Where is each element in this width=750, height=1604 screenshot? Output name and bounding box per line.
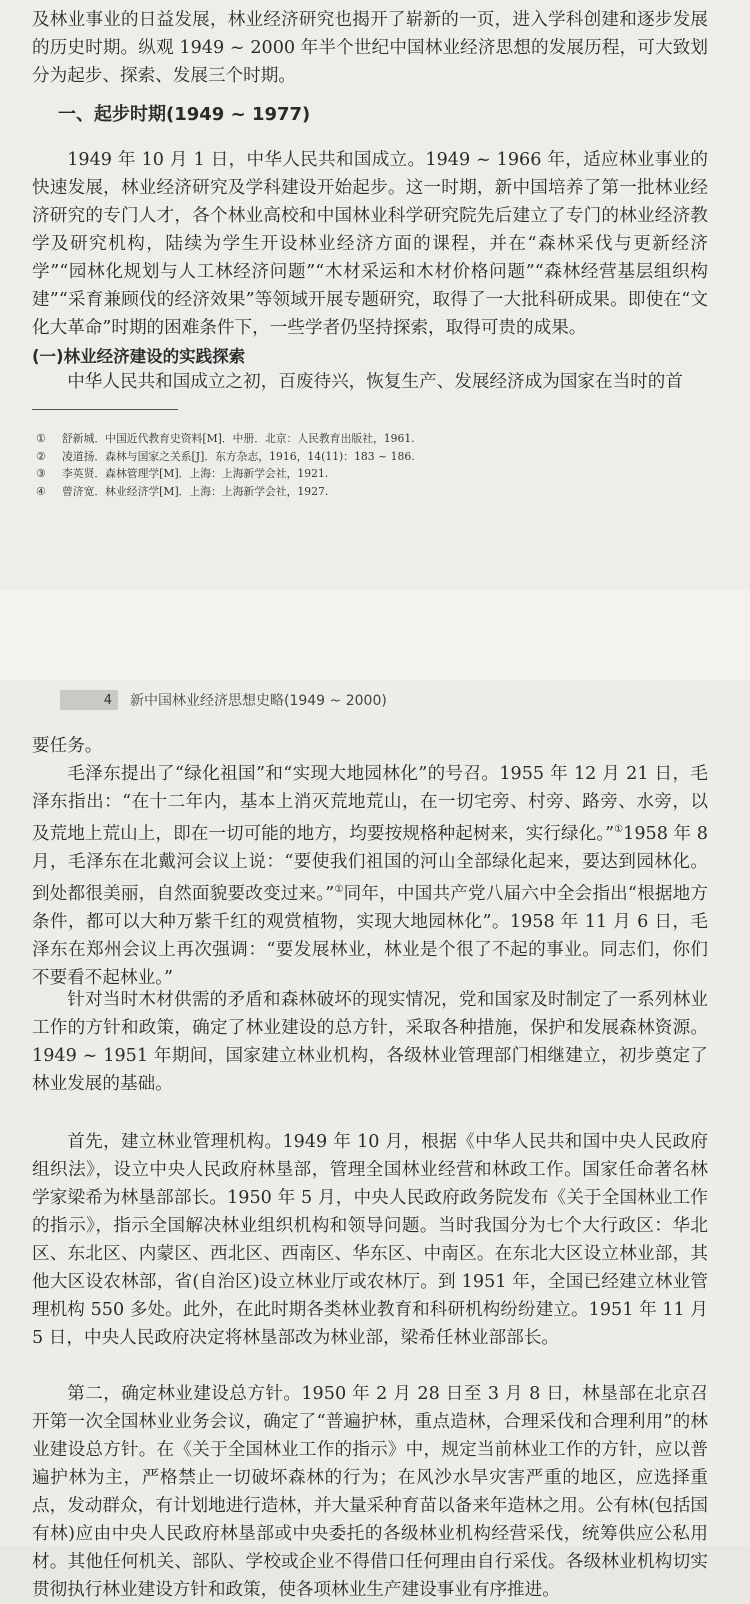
continuation-text: 要任务。 — [32, 736, 103, 756]
paragraph-policy: 针对当时木材供需的矛盾和森林破坏的现实情况，党和国家及时制定了一系列林业工作的方针和政策，确定了林业建设的总方针，采取各种措施，保护和发展森林资源。1949 ~ 1951 年期间，国家建立林业机构，各级林业管理部门相继建立，初步奠定了林业发展的基础。 — [32, 990, 708, 1094]
page-lower — [0, 680, 750, 1600]
paragraph-founding: 1949 年 10 月 1 日，中华人民共和国成立。1949 ~ 1966 年，适应林业事业的快速发展，林业经济研究及学科建设开始起步。这一时期，新中国培养了第一批林业经济研究的专门人才，各个林业高校和中国林业科学研究院先后建立了专门的林业经济教学及研究机构，陆续为学生开设林业经济方面的课程，并在“森林采伐与更新经济学”“园林化规划与人工林经济问题”“木材采运和木材价格问题”“森林经营基层组织构建”“采育兼顾伐的经济效果”等领域开展专题研究，取得了一大批科研成果。即使在“文化大革命”时期的困难条件下，一些学者仍坚持探索，取得可贵的成果。 — [32, 150, 708, 338]
paragraph-institutions: 首先，建立林业管理机构。1949 年 10 月，根据《中华人民共和国中央人民政府组织法》，设立中央人民政府林垦部，管理全国林业经营和林政工作。国家任命著名林学家梁希为林垦部部长。1950 年 5 月，中央人民政府政务院发布《关于全国林业工作的指示》，指示全国解决林业组织机构和领导问题。当时我国分为七个大行政区：华北区、东北区、内蒙区、西北区、西南区、华东区、中南区。在东北大区设立林业部，其他大区设农林部，省(自治区)设立林业厅或农林厅。到 1951 年，全国已经建立林业管理机构 550 多处。此外，在此时期各类林业教育和科研机构纷纷建立。1951 年 11 月 5 日，中央人民政府决定将林垦部改为林业部，梁希任林业部部长。 — [32, 1132, 708, 1348]
footnote-item: ④ 曾济宽．林业经济学[M]．上海：上海新学会社，1927. — [36, 484, 329, 498]
running-header — [60, 688, 387, 712]
intro-paragraph: 及林业事业的日益发展，林业经济研究也揭开了崭新的一页，进入学科创建和逐步发展的历史时期。纵观 1949 ~ 2000 年半个世纪中国林业经济思想的发展历程，可大致划分为起步、探索、发展三个时期。 — [32, 10, 708, 86]
footnote-item: ② 凌道扬．森林与国家之关系[J]．东方杂志，1916，14(11)：183 ~ 186. — [36, 449, 415, 463]
running-title: 新中国林业经济思想史略(1949 ~ 2000) — [130, 693, 387, 709]
page-upper — [0, 0, 750, 590]
footnote-divider — [32, 409, 178, 410]
paragraph-mao-greening: 毛泽东提出了“绿化祖国”和“实现大地园林化”的号召。1955 年 12 月 21 日，毛泽东指出：“在十二年内，基本上消灭荒地荒山，在一切宅旁、村旁、路旁、水旁，以及荒地上荒山上，即在一切可能的地方，均要按规格种起树来，实行绿化。”①1958 年 8 月，毛泽东在北戴河会议上说：“要使我们祖国的河山全部绿化起来，要达到园林化。到处都很美丽，自然面貌要改变过来。”①同年，中国共产党八届六中全会指出“根据地方条件，都可以大种万紫千红的观赏植物，实现大地园林化”。1958 年 11 月 6 日，毛泽东在郑州会议上再次强调：“要发展林业，林业是个很了不起的事业。同志们，你们不要看不起林业。” — [32, 764, 709, 988]
footnote-item: ③ 李英贤．森林管理学[M]．上海：上海新学会社，1921. — [36, 467, 329, 480]
section-heading: 一、起步时期(1949 ~ 1977) — [58, 104, 311, 125]
paragraph-guideline: 第二，确定林业建设总方针。1950 年 2 月 28 日至 3 月 8 日，林垦部在北京召开第一次全国林业业务会议，确定了“普遍护林，重点造林，合理采伐和合理利用”的林业建设总方针。在《关于全国林业工作的指示》中，规定当前林业工作的方针，应以普遍护林为主，严格禁止一切破坏森林的行为；在风沙水旱灾害严重的地区，应选择重点，发动群众，有计划地进行造林，并大量采种育苗以备来年造林之用。公有林(包括国有林)应由中央人民政府林垦部或中央委托的各级林业机构经营采伐，统筹供应公私用材。其他任何机关、部队、学校或企业不得借口任何理由自行采伐。各级林业机构切实贯彻执行林业建设方针和政策，使各项林业生产建设事业有序推进。 — [32, 1384, 708, 1600]
page-gap — [0, 590, 750, 690]
page-number: 4 — [60, 690, 118, 710]
footnote-ref: ① — [614, 824, 624, 835]
paragraph-practice: 中华人民共和国成立之初，百废待兴，恢复生产、发展经济成为国家在当时的首 — [67, 372, 683, 392]
footnotes — [36, 430, 676, 500]
subsection-heading: (一)林业经济建设的实践探索 — [32, 347, 246, 366]
footnote-ref: ① — [334, 883, 344, 895]
footnote-item: ① 舒新城．中国近代教育史资料[M]．中册．北京：人民教育出版社，1961. — [36, 432, 415, 445]
